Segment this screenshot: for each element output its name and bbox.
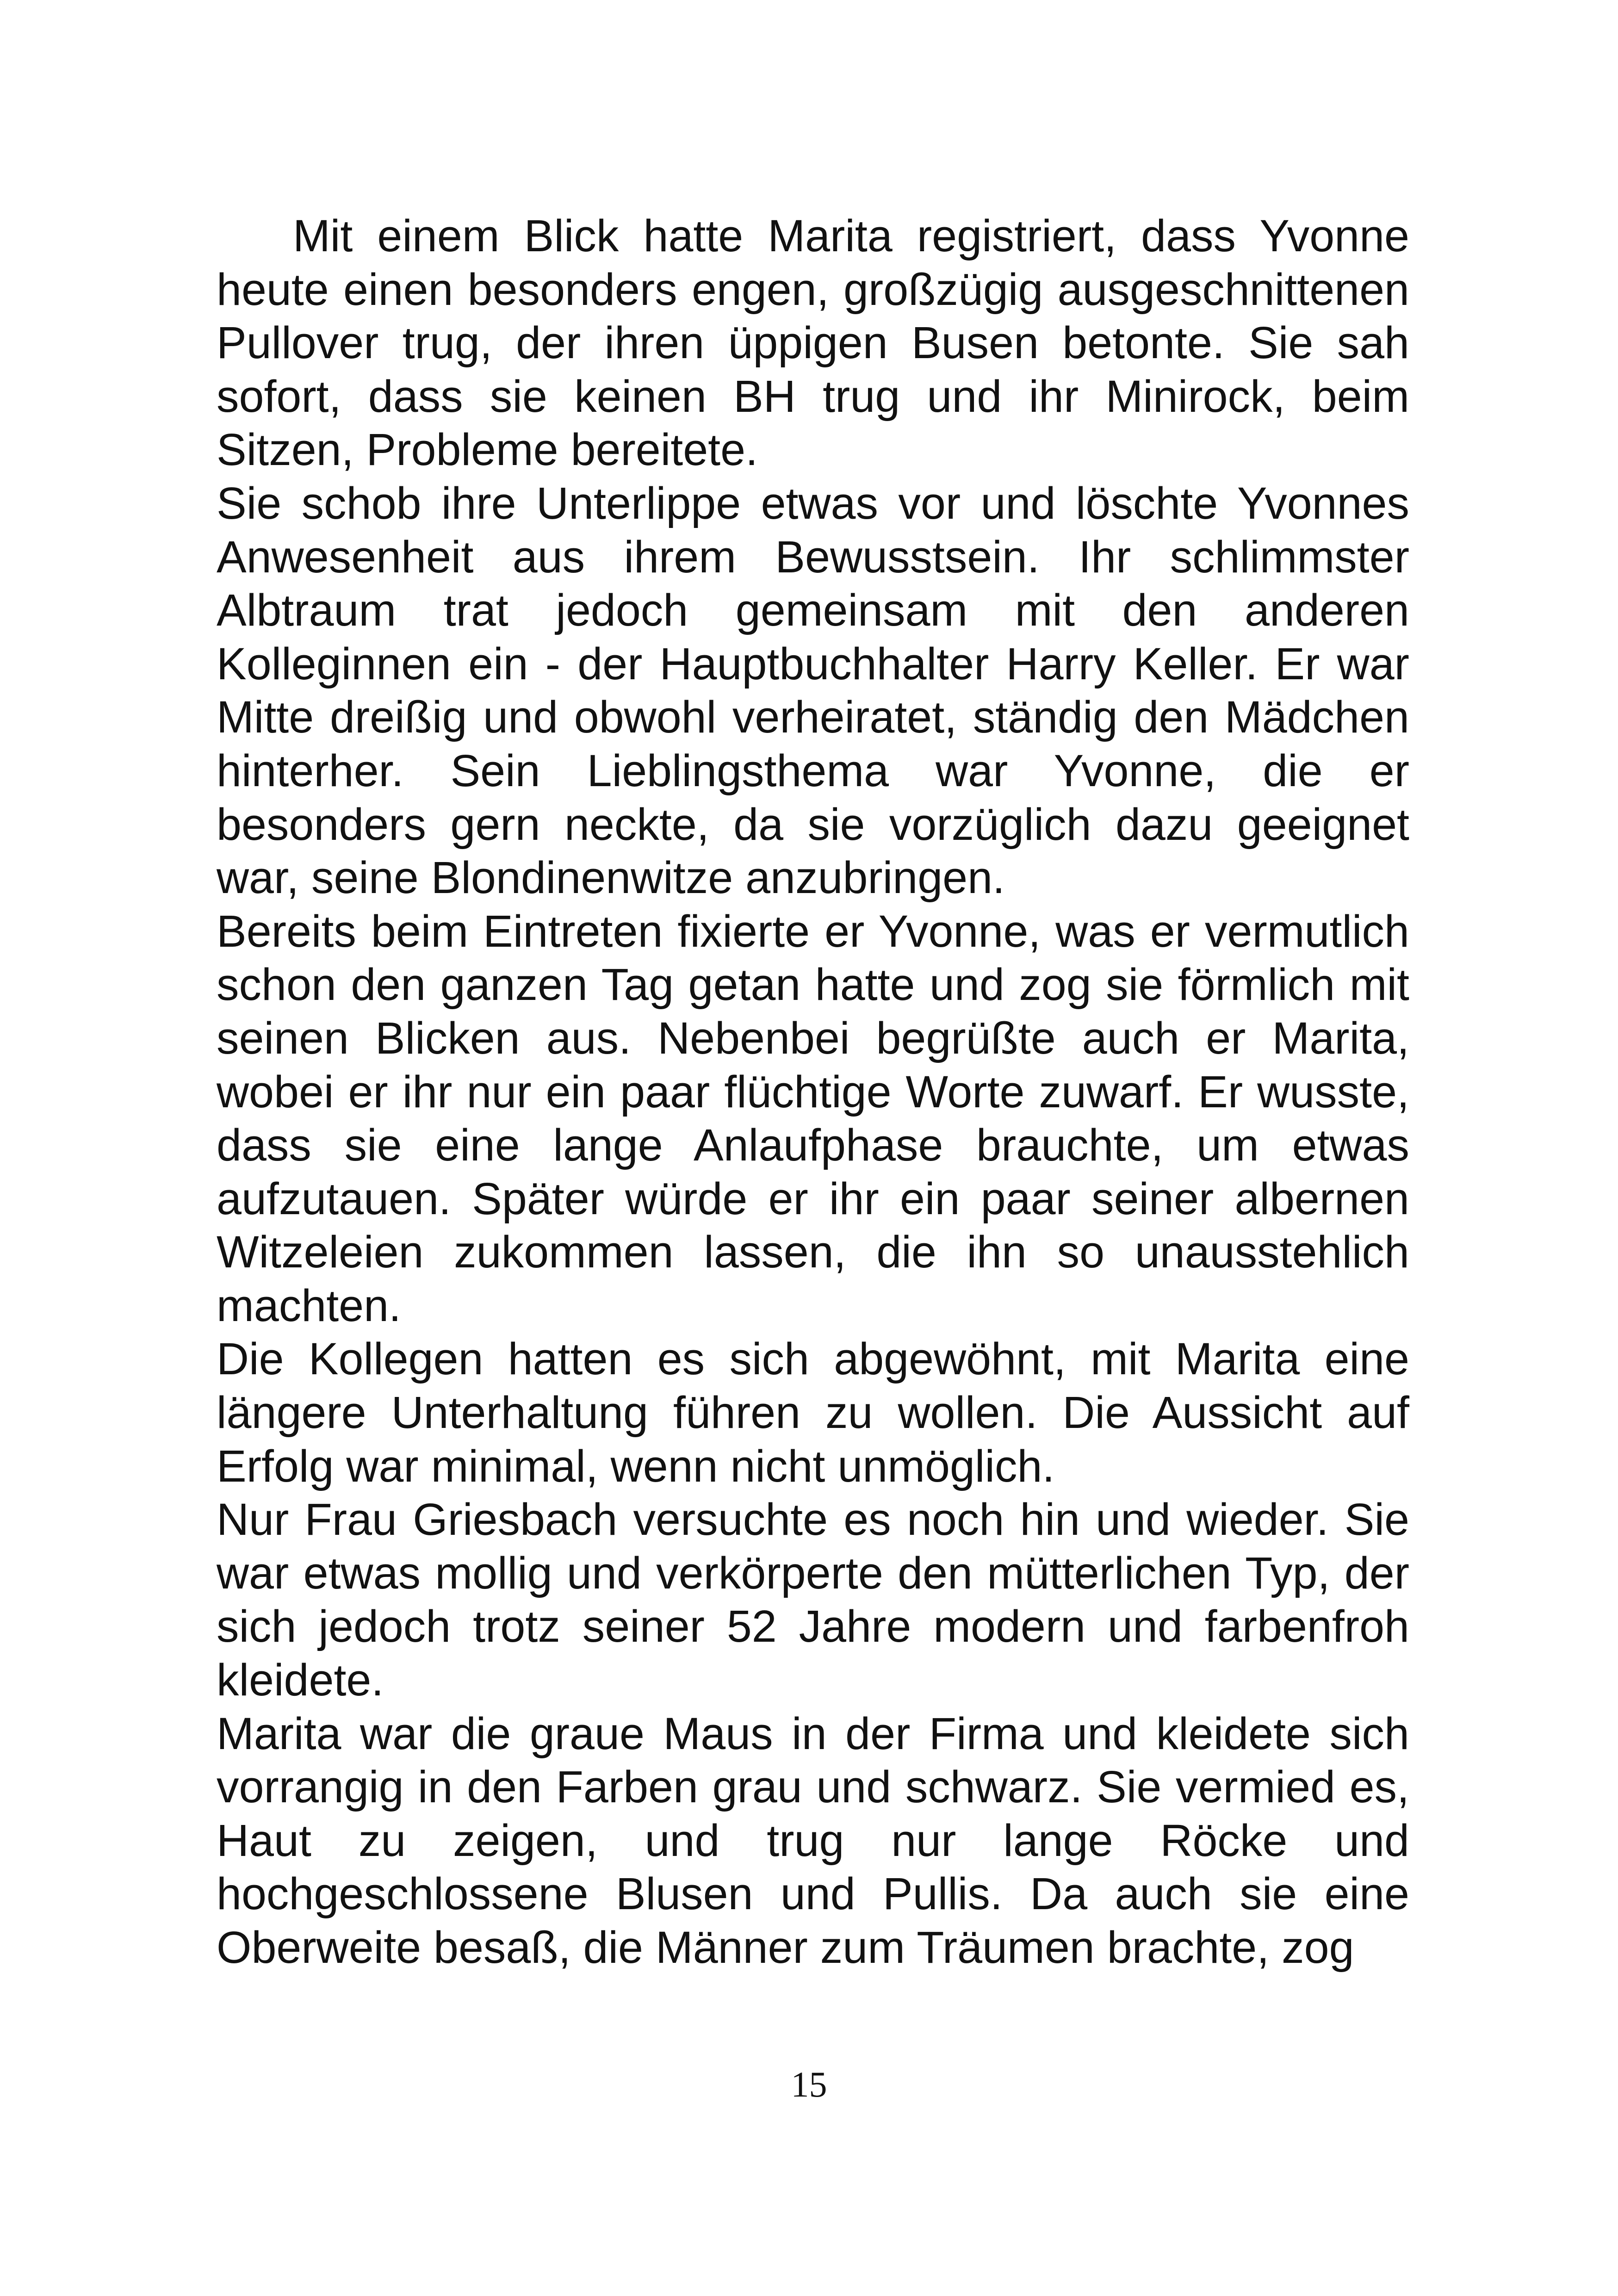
paragraph-1: Mit einem Blick hatte Marita registriert, dass Yvonne heute einen besonders engen, großzügig ausgeschnittenen Pullover trug, der ihren üppigen Busen betonte. Sie sah sofort, dass sie keinen BH trug und ihr Minirock, beim Sitzen, Probleme bereitete. [217,211,1409,475]
paragraph-2: Sie schob ihre Unterlippe etwas vor und löschte Yvonnes Anwesenheit aus ihrem Bewusstsein. Ihr schlimmster Albtraum trat jedoch gemeinsam mit den anderen Kolleginnen ein - der Hauptbuchhalter Harry Keller. Er war Mitte dreißig und obwohl verheiratet, ständig den Mädchen hinterher. Sein Lieblingsthema war Yvonne, die er besonders gern neckte, da sie vorzüglich dazu geeignet war, seine Blondinenwitze anzubringen. [217,478,1409,903]
body-text [217,209,1409,1974]
paragraph-3: Bereits beim Eintreten fixierte er Yvonne, was er vermutlich schon den ganzen Tag getan hatte und zog sie förmlich mit seinen Blicken aus. Nebenbei begrüßte auch er Marita, wobei er ihr nur ein paar flüchtige Worte zuwarf. Er wusste, dass sie eine lange Anlaufphase brauchte, um etwas aufzutauen. Später würde er ihr ein paar seiner albernen Witzeleien zukommen lassen, die ihn so unausstehlich machten. [217,906,1409,1331]
paragraph-4: Die Kollegen hatten es sich abgewöhnt, mit Marita eine längere Unterhaltung führen zu wollen. Die Aussicht auf Erfolg war minimal, wenn nicht unmöglich. [217,1334,1409,1491]
paragraph-5: Nur Frau Griesbach versuchte es noch hin und wieder. Sie war etwas mollig und verkörperte den mütterlichen Typ, der sich jedoch trotz seiner 52 Jahre modern und farbenfroh kleidete. [217,1494,1409,1706]
page-number: 15 [791,2064,827,2104]
paragraph-6: Marita war die graue Maus in der Firma und kleidete sich vorrangig in den Farben grau und schwarz. Sie vermied es, Haut zu zeigen, und trug nur lange Röcke und hochgeschlossene Blusen und Pullis. Da auch sie eine Oberweite besaß, die Männer zum Träumen brachte, zog [217,1708,1409,1973]
